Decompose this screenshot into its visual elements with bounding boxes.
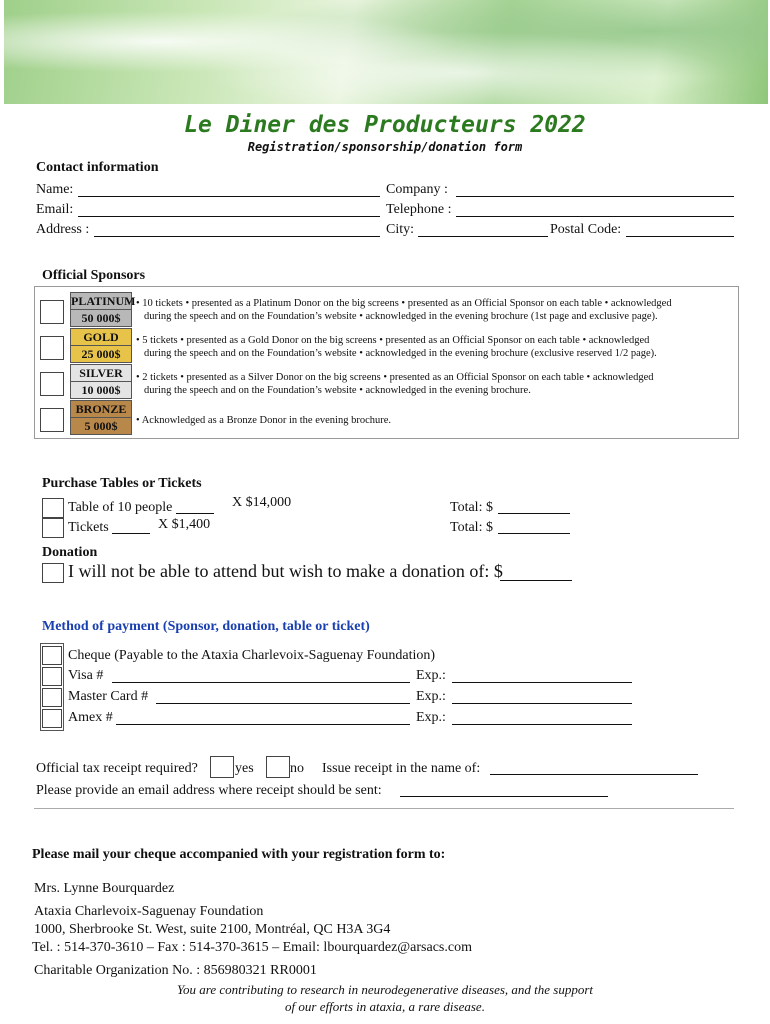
telephone-field[interactable] — [456, 216, 734, 217]
mastercard-exp-field[interactable] — [452, 703, 632, 704]
mastercard-number-field[interactable] — [156, 703, 410, 704]
silver-benefits-line2: during the speech and on the Foundation’s website • acknowledged in the evening brochure. — [144, 385, 531, 396]
header-banner — [4, 0, 768, 104]
platinum-tier-name: PLATINUM — [71, 294, 136, 308]
table-checkbox[interactable] — [42, 498, 64, 518]
receipt-yes-checkbox[interactable] — [210, 756, 234, 778]
table-total-field[interactable] — [498, 513, 570, 514]
receipt-no-label: no — [290, 761, 304, 776]
bronze-tier-amount: 5 000$ — [70, 417, 132, 435]
visa-label: Visa # — [68, 668, 104, 683]
table-total-label: Total: $ — [450, 500, 493, 515]
amex-checkbox[interactable] — [42, 709, 62, 728]
gold-benefits-line2: during the speech and on the Foundation’s website • acknowledged in the evening brochure (exclusive reserved 1/2 page). — [144, 348, 657, 359]
city-field[interactable] — [418, 236, 548, 237]
table-price: X $14,000 — [232, 495, 292, 510]
platinum-checkbox[interactable] — [40, 300, 64, 324]
donation-checkbox[interactable] — [42, 563, 64, 583]
mastercard-checkbox[interactable] — [42, 688, 62, 707]
receipt-email-field[interactable] — [400, 796, 608, 797]
bronze-checkbox[interactable] — [40, 408, 64, 432]
table-label: Table of 10 people — [68, 500, 173, 515]
section-divider — [34, 808, 734, 809]
donation-text: I will not be able to attend but wish to make a donation of: $ — [68, 561, 503, 581]
tickets-quantity-field[interactable] — [112, 533, 150, 534]
issue-receipt-name-field[interactable] — [490, 774, 698, 775]
company-label: Company : — [386, 182, 448, 197]
page-title: Le Diner des Producteurs 2022 — [184, 112, 586, 138]
mail-address: 1000, Sherbrooke St. West, suite 2100, Montréal, QC H3A 3G4 — [34, 922, 391, 937]
postal-code-field[interactable] — [626, 236, 734, 237]
cheque-checkbox[interactable] — [42, 646, 62, 665]
platinum-benefits-line1: • 10 tickets • presented as a Platinum Donor on the big screens • presented as an Official Sponsor on each table • acknowledged — [136, 298, 672, 309]
silver-benefits-line1: • 2 tickets • presented as a Silver Donor on the big screens • presented as an Official Sponsor on each table • acknowledged — [136, 372, 654, 383]
tickets-checkbox[interactable] — [42, 518, 64, 538]
sponsors-heading: Official Sponsors — [42, 268, 146, 283]
city-label: City: — [386, 222, 415, 237]
amex-exp-field[interactable] — [452, 724, 632, 725]
footer-line1: You are contributing to research in neurodegenerative diseases, and the support — [176, 982, 594, 997]
payment-heading: Method of payment (Sponsor, donation, table or ticket) — [42, 619, 370, 634]
platinum-tier-amount: 50 000$ — [70, 309, 132, 327]
postal-code-label: Postal Code: — [550, 222, 622, 237]
table-quantity-field[interactable] — [176, 513, 214, 514]
silver-tier-name: SILVER — [70, 364, 132, 382]
name-field[interactable] — [78, 196, 380, 197]
silver-tier-amount: 10 000$ — [70, 381, 132, 399]
telephone-label: Telephone : — [386, 202, 452, 217]
silver-checkbox[interactable] — [40, 372, 64, 396]
issue-receipt-label: Issue receipt in the name of: — [322, 761, 481, 776]
charity-number: Charitable Organization No. : 856980321 RR0001 — [34, 963, 317, 978]
purchase-heading: Purchase Tables or Tickets — [42, 476, 202, 491]
address-label: Address : — [36, 222, 90, 237]
receipt-email-label: Please provide an email address where receipt should be sent: — [36, 783, 382, 798]
contact-heading: Contact information — [36, 160, 159, 175]
company-field[interactable] — [456, 196, 734, 197]
amex-exp-label: Exp.: — [416, 710, 446, 725]
tickets-price: X $1,400 — [158, 517, 211, 532]
mail-contact: Tel. : 514-370-3610 – Fax : 514-370-3615 – Email: lbourquardez@arsacs.com — [32, 940, 472, 955]
amex-label: Amex # — [68, 710, 113, 725]
visa-checkbox[interactable] — [42, 667, 62, 686]
mail-organization: Ataxia Charlevoix-Saguenay Foundation — [34, 904, 264, 919]
donation-amount-field[interactable] — [500, 580, 572, 581]
bronze-tier-name: BRONZE — [70, 400, 132, 418]
visa-number-field[interactable] — [112, 682, 410, 683]
name-label: Name: — [36, 182, 74, 197]
mastercard-label: Master Card # — [68, 689, 149, 704]
mastercard-exp-label: Exp.: — [416, 689, 446, 704]
email-field[interactable] — [78, 216, 380, 217]
gold-tier-amount: 25 000$ — [70, 345, 132, 363]
mail-heading: Please mail your cheque accompanied with your registration form to: — [32, 847, 446, 862]
visa-exp-field[interactable] — [452, 682, 632, 683]
receipt-yes-label: yes — [235, 761, 254, 776]
address-field[interactable] — [94, 236, 380, 237]
tickets-total-field[interactable] — [498, 533, 570, 534]
gold-checkbox[interactable] — [40, 336, 64, 360]
visa-exp-label: Exp.: — [416, 668, 446, 683]
receipt-no-checkbox[interactable] — [266, 756, 290, 778]
tickets-total-label: Total: $ — [450, 520, 493, 535]
platinum-benefits-line2: during the speech and on the Foundation’s website • acknowledged in the evening brochure (1st page and exclusive page). — [144, 311, 658, 322]
cheque-label: Cheque (Payable to the Ataxia Charlevoix-Saguenay Foundation) — [68, 648, 436, 663]
gold-tier-name: GOLD — [70, 328, 132, 346]
page-subtitle: Registration/sponsorship/donation form — [247, 140, 523, 154]
tickets-label: Tickets — [68, 520, 109, 535]
donation-heading: Donation — [42, 545, 98, 560]
footer-line2: of our efforts in ataxia, a rare disease. — [285, 999, 485, 1014]
mail-recipient: Mrs. Lynne Bourquardez — [34, 881, 175, 896]
bronze-benefits-line1: • Acknowledged as a Bronze Donor in the evening brochure. — [136, 415, 392, 426]
email-label: Email: — [36, 202, 74, 217]
tax-receipt-question: Official tax receipt required? — [36, 761, 198, 776]
gold-benefits-line1: • 5 tickets • presented as a Gold Donor on the big screens • presented as an Official Sponsor on each table • acknowledged — [136, 335, 650, 346]
amex-number-field[interactable] — [116, 724, 410, 725]
